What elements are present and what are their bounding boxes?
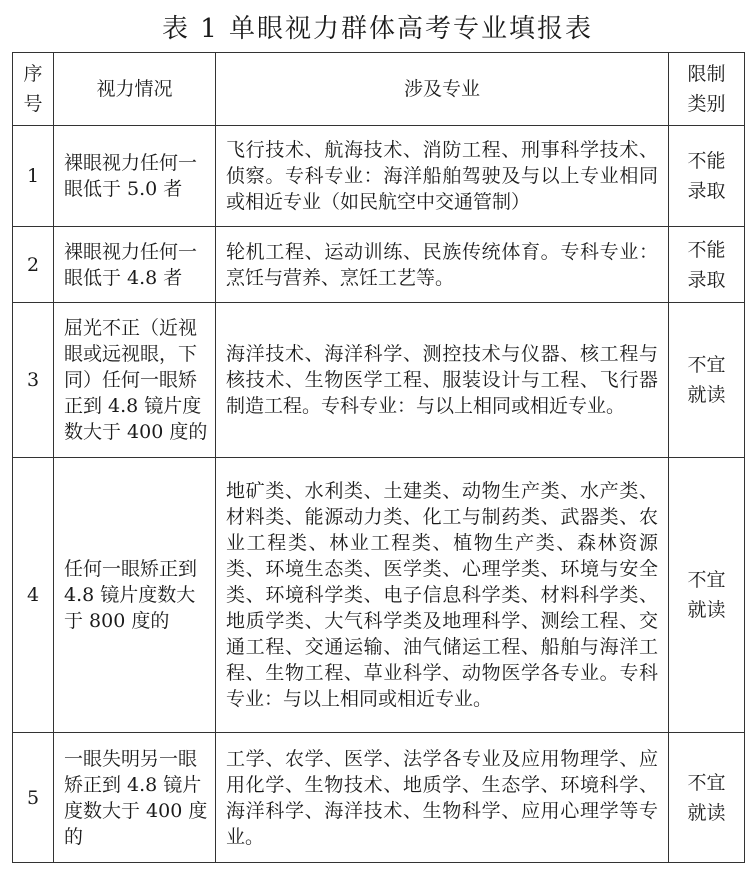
row-vision: 屈光不正（近视眼或远视眼，下同）任何一眼矫正到 4.8 镜片度数大于 400 度的 — [54, 303, 216, 458]
header-row — [13, 53, 745, 126]
table-row — [13, 126, 745, 227]
row-limit: 不宜 就读 — [669, 733, 745, 863]
row-limit: 不能 录取 — [669, 126, 745, 227]
row-vision: 裸眼视力任何一眼低于 5.0 者 — [54, 126, 216, 227]
table-title: 表 1 单眼视力群体高考专业填报表 — [161, 14, 594, 44]
row-seq: 1 — [13, 126, 54, 227]
table-row — [13, 227, 745, 303]
row-limit: 不能 录取 — [669, 227, 745, 303]
row-majors: 海洋技术、海洋科学、测控技术与仪器、核工程与核技术、生物医学工程、服装设计与工程、飞行器制造工程。专科专业：与以上相同或相近专业。 — [216, 303, 669, 458]
row-seq: 4 — [13, 458, 54, 733]
header-majors: 涉及专业 — [216, 53, 669, 126]
header-seq: 序 号 — [13, 53, 54, 126]
row-limit: 不宜 就读 — [669, 458, 745, 733]
header-limit: 限制 类别 — [669, 53, 745, 126]
row-seq: 5 — [13, 733, 54, 863]
header-vision: 视力情况 — [54, 53, 216, 126]
row-majors: 轮机工程、运动训练、民族传统体育。专科专业：烹饪与营养、烹饪工艺等。 — [216, 227, 669, 303]
row-majors: 飞行技术、航海技术、消防工程、刑事科学技术、侦察。专科专业：海洋船舶驾驶及与以上专业相同或相近专业（如民航空中交通管制） — [216, 126, 669, 227]
row-seq: 3 — [13, 303, 54, 458]
table-row — [13, 458, 745, 733]
row-vision: 任何一眼矫正到 4.8 镜片度数大于 800 度的 — [54, 458, 216, 733]
row-vision: 一眼失明另一眼矫正到 4.8 镜片度数大于 400 度的 — [54, 733, 216, 863]
row-majors: 地矿类、水利类、土建类、动物生产类、水产类、材料类、能源动力类、化工与制药类、武器类、农业工程类、林业工程类、植物生产类、森林资源类、环境生态类、医学类、心理学类、环境与安全类、环境科学类、电子信息科学类、材料科学类、地质学类、大气科学类及地理科学、测绘工程、交通工程、交通运输、油气储运工程、船舶与海洋工程、生物工程、草业科学、动物医学各专业。专科专业：与以上相同或相近专业。 — [216, 458, 669, 733]
table-row — [13, 733, 745, 863]
row-vision: 裸眼视力任何一眼低于 4.8 者 — [54, 227, 216, 303]
majors-table — [12, 52, 745, 863]
row-limit: 不宜 就读 — [669, 303, 745, 458]
row-majors: 工学、农学、医学、法学各专业及应用物理学、应用化学、生物技术、地质学、生态学、环境科学、海洋科学、海洋技术、生物科学、应用心理学等专业。 — [216, 733, 669, 863]
row-seq: 2 — [13, 227, 54, 303]
table-row — [13, 303, 745, 458]
